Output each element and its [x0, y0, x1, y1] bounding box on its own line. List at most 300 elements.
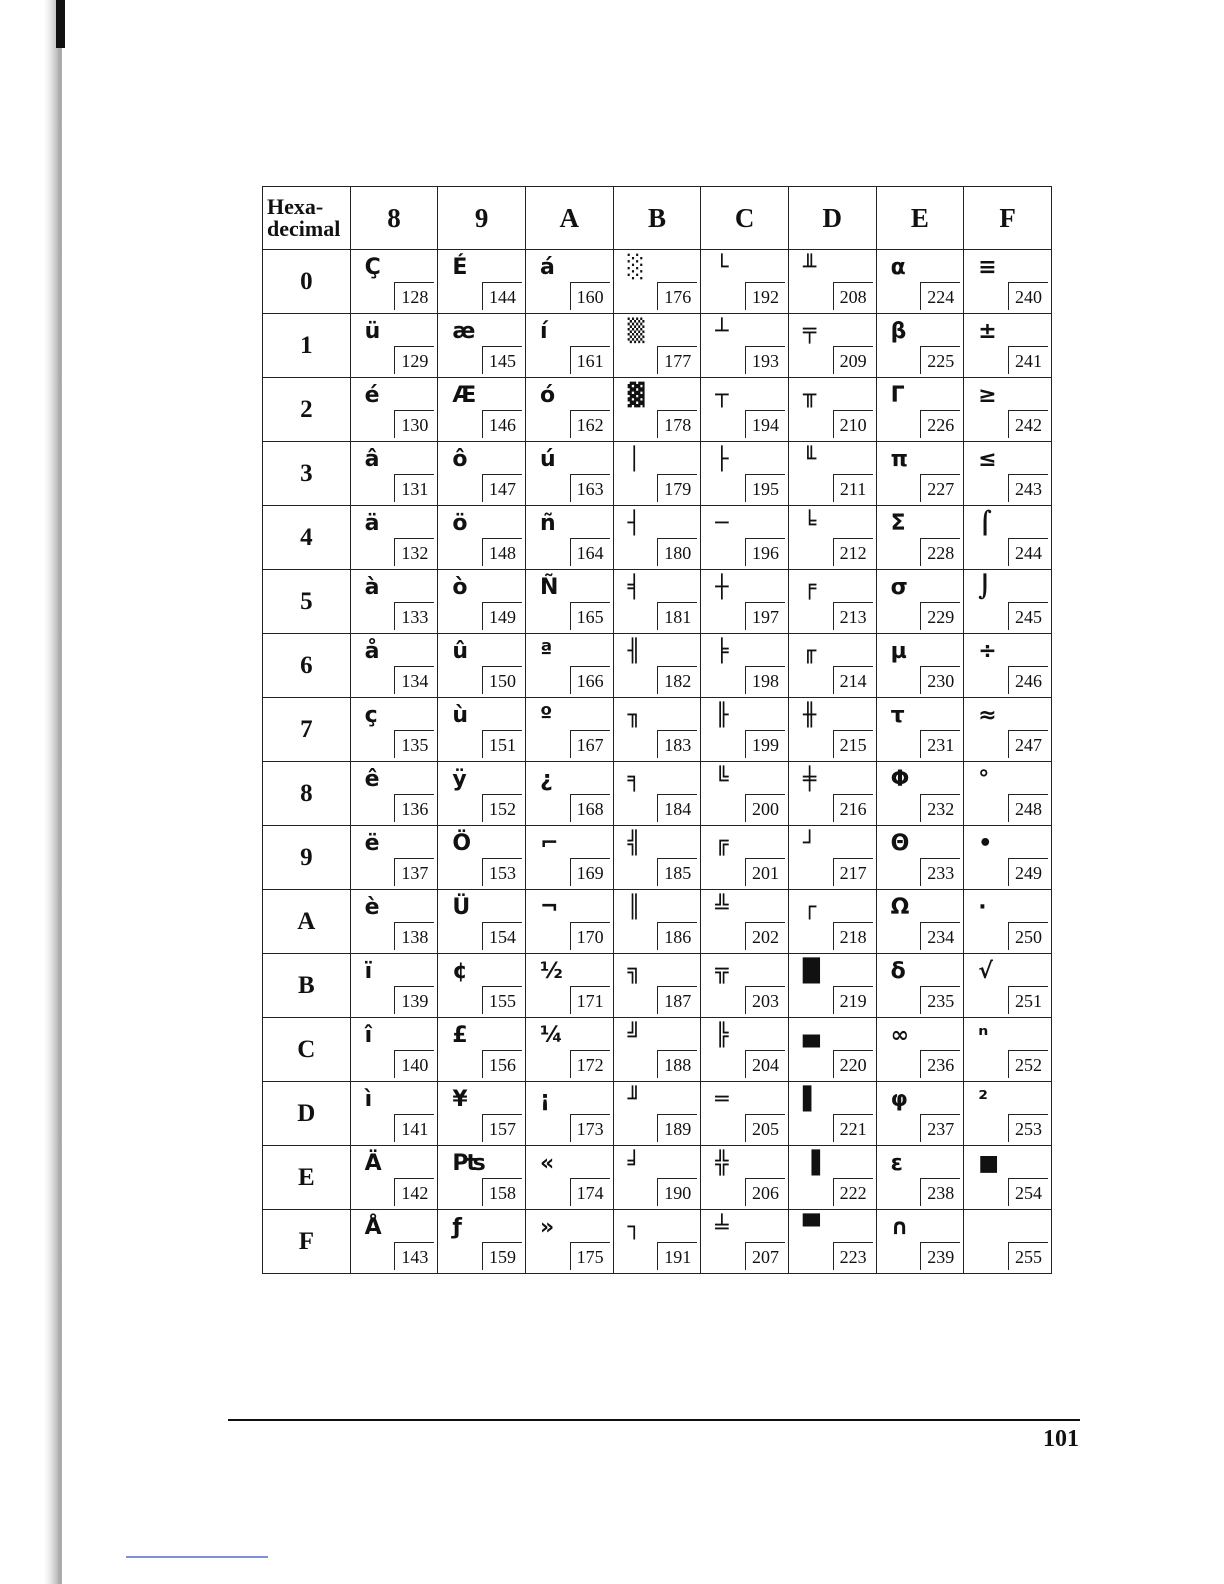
char-code: 218	[833, 922, 873, 950]
char-glyph: Φ	[890, 767, 910, 792]
char-code: 141	[394, 1114, 434, 1142]
char-cell	[876, 954, 964, 1018]
char-cell	[525, 698, 613, 762]
char-cell	[613, 1018, 701, 1082]
char-glyph: ┘	[802, 831, 817, 856]
char-glyph: ┴	[715, 319, 729, 344]
char-cell	[350, 1082, 438, 1146]
char-glyph: ù	[452, 703, 468, 728]
table-row	[263, 698, 1052, 762]
char-cell	[701, 890, 789, 954]
char-cell	[438, 762, 526, 826]
char-glyph: ║	[627, 895, 641, 920]
char-cell	[701, 826, 789, 890]
char-glyph: ╬	[715, 1151, 729, 1176]
table-row	[263, 1018, 1052, 1082]
char-code: 225	[920, 346, 960, 374]
char-glyph: ü	[364, 319, 381, 344]
char-glyph: ▄	[802, 1023, 820, 1048]
char-glyph: Ö	[452, 831, 472, 856]
char-code: 156	[482, 1050, 522, 1078]
char-code: 250	[1008, 922, 1048, 950]
char-code: 162	[570, 410, 610, 438]
char-code: 228	[920, 538, 960, 566]
table-row	[263, 890, 1052, 954]
char-cell	[438, 1210, 526, 1274]
char-code: 219	[833, 986, 873, 1014]
char-code: 246	[1008, 666, 1048, 694]
char-glyph: É	[452, 255, 468, 280]
char-cell	[438, 634, 526, 698]
char-code: 224	[920, 282, 960, 310]
char-code: 207	[745, 1242, 785, 1270]
char-glyph: ╤	[802, 319, 817, 344]
char-code: 169	[570, 858, 610, 886]
char-code: 195	[745, 474, 785, 502]
char-cell	[788, 1146, 876, 1210]
char-cell	[701, 1210, 789, 1274]
char-cell	[876, 506, 964, 570]
char-glyph: µ	[890, 639, 907, 664]
char-code: 227	[920, 474, 960, 502]
char-cell	[613, 250, 701, 314]
char-code: 131	[394, 474, 434, 502]
char-code: 248	[1008, 794, 1048, 822]
row-header: A	[263, 890, 351, 954]
char-code: 252	[1008, 1050, 1048, 1078]
table-row	[263, 1082, 1052, 1146]
char-cell	[876, 762, 964, 826]
column-header: C	[701, 187, 789, 250]
char-glyph: ╒	[802, 575, 817, 600]
char-glyph: ╓	[802, 639, 817, 664]
char-glyph: ½	[539, 959, 563, 984]
char-cell	[964, 826, 1052, 890]
char-cell	[438, 826, 526, 890]
char-cell	[525, 1210, 613, 1274]
char-code: 146	[482, 410, 522, 438]
char-code: 128	[394, 282, 434, 310]
char-glyph: δ	[890, 959, 906, 984]
char-code: 129	[394, 346, 434, 374]
char-code: 222	[833, 1178, 873, 1206]
char-cell	[613, 698, 701, 762]
char-code: 171	[570, 986, 610, 1014]
char-code: 157	[482, 1114, 522, 1142]
char-cell	[613, 506, 701, 570]
char-glyph: •	[978, 831, 993, 856]
char-glyph: β	[890, 319, 907, 344]
char-glyph: ƒ	[452, 1215, 462, 1240]
char-code: 215	[833, 730, 873, 758]
char-code: 163	[570, 474, 610, 502]
char-glyph: æ	[452, 319, 476, 344]
char-code: 173	[570, 1114, 610, 1142]
char-cell	[788, 890, 876, 954]
column-header: B	[613, 187, 701, 250]
char-code: 199	[745, 730, 785, 758]
char-cell	[876, 570, 964, 634]
char-cell	[438, 1082, 526, 1146]
char-cell	[350, 1210, 438, 1274]
char-glyph: ┤	[627, 511, 641, 536]
char-code: 134	[394, 666, 434, 694]
char-code: 150	[482, 666, 522, 694]
char-code: 145	[482, 346, 522, 374]
row-header: 1	[263, 314, 351, 378]
char-cell	[350, 314, 438, 378]
char-cell	[613, 890, 701, 954]
row-header: 2	[263, 378, 351, 442]
char-code: 226	[920, 410, 960, 438]
char-glyph: ¡	[539, 1087, 551, 1112]
char-code: 213	[833, 602, 873, 630]
char-code: 142	[394, 1178, 434, 1206]
char-glyph: ≤	[978, 447, 997, 472]
char-cell	[438, 890, 526, 954]
table-row	[263, 826, 1052, 890]
char-cell	[525, 250, 613, 314]
char-glyph: ▐	[802, 1151, 820, 1176]
char-cell	[438, 314, 526, 378]
scan-artifact-line	[126, 1556, 268, 1558]
char-cell	[964, 634, 1052, 698]
char-cell	[876, 890, 964, 954]
char-cell	[964, 890, 1052, 954]
char-glyph: ö	[452, 511, 468, 536]
row-header: 4	[263, 506, 351, 570]
char-glyph: ∞	[890, 1023, 909, 1048]
char-cell	[964, 954, 1052, 1018]
char-cell	[613, 1146, 701, 1210]
char-code: 185	[657, 858, 697, 886]
char-glyph: ┐	[627, 1215, 641, 1240]
char-cell	[788, 442, 876, 506]
char-glyph: ⁿ	[978, 1023, 989, 1048]
char-cell	[350, 890, 438, 954]
char-code: 184	[657, 794, 697, 822]
char-cell	[701, 1082, 789, 1146]
char-glyph: â	[364, 447, 380, 472]
char-glyph: ┼	[715, 575, 729, 600]
row-header: 7	[263, 698, 351, 762]
char-cell	[788, 378, 876, 442]
char-glyph: ó	[539, 383, 556, 408]
char-glyph: ╜	[627, 1087, 641, 1112]
char-code: 143	[394, 1242, 434, 1270]
char-glyph: ⌡	[978, 575, 992, 600]
char-cell	[701, 314, 789, 378]
char-glyph: Θ	[890, 831, 910, 856]
char-glyph: ╠	[715, 1023, 729, 1048]
table-row	[263, 506, 1052, 570]
char-code: 147	[482, 474, 522, 502]
char-cell	[876, 1082, 964, 1146]
char-code: 232	[920, 794, 960, 822]
char-glyph: ▓	[627, 383, 645, 408]
char-code: 223	[833, 1242, 873, 1270]
char-cell	[525, 890, 613, 954]
char-cell	[613, 1082, 701, 1146]
char-code: 170	[570, 922, 610, 950]
char-cell	[438, 1018, 526, 1082]
char-code: 154	[482, 922, 522, 950]
char-glyph: ñ	[539, 511, 556, 536]
char-glyph: ▀	[802, 1215, 820, 1240]
char-glyph: ╝	[627, 1023, 641, 1048]
char-cell	[525, 954, 613, 1018]
char-code: 181	[657, 602, 697, 630]
char-cell	[701, 506, 789, 570]
table-row	[263, 762, 1052, 826]
char-cell	[613, 826, 701, 890]
char-cell	[438, 442, 526, 506]
char-glyph: ░	[627, 255, 645, 280]
row-header: 5	[263, 570, 351, 634]
char-cell	[876, 1210, 964, 1274]
char-cell	[876, 826, 964, 890]
column-header: F	[964, 187, 1052, 250]
char-glyph: σ	[890, 575, 908, 600]
char-cell	[876, 378, 964, 442]
char-cell	[788, 826, 876, 890]
char-glyph: ╦	[715, 959, 729, 984]
char-glyph: ╫	[802, 703, 817, 728]
char-cell	[788, 954, 876, 1018]
char-code: 174	[570, 1178, 610, 1206]
char-cell	[613, 634, 701, 698]
row-header: 8	[263, 762, 351, 826]
char-glyph: α	[890, 255, 906, 280]
char-cell	[438, 1146, 526, 1210]
char-code: 249	[1008, 858, 1048, 886]
char-code: 196	[745, 538, 785, 566]
row-header: E	[263, 1146, 351, 1210]
char-glyph: ─	[715, 511, 729, 536]
char-code: 238	[920, 1178, 960, 1206]
char-code: 137	[394, 858, 434, 886]
char-cell	[964, 762, 1052, 826]
char-code: 244	[1008, 538, 1048, 566]
char-glyph: ÷	[978, 639, 997, 664]
char-cell	[701, 1018, 789, 1082]
char-code: 191	[657, 1242, 697, 1270]
char-code: 197	[745, 602, 785, 630]
char-cell	[876, 698, 964, 762]
char-glyph: ╙	[802, 447, 817, 472]
char-cell	[350, 1146, 438, 1210]
char-glyph: è	[364, 895, 380, 920]
char-code: 188	[657, 1050, 697, 1078]
row-header: F	[263, 1210, 351, 1274]
char-glyph: ╧	[715, 1215, 729, 1240]
char-glyph: ⌐	[539, 831, 559, 856]
char-glyph: ¥	[452, 1087, 468, 1112]
char-glyph: Æ	[452, 383, 477, 408]
char-code: 253	[1008, 1114, 1048, 1142]
char-glyph: ä	[364, 511, 380, 536]
char-glyph: å	[364, 639, 380, 664]
char-cell	[788, 314, 876, 378]
char-glyph: Ñ	[539, 575, 559, 600]
char-cell	[788, 1082, 876, 1146]
table-row	[263, 250, 1052, 314]
char-cell	[350, 698, 438, 762]
char-code: 212	[833, 538, 873, 566]
char-code: 216	[833, 794, 873, 822]
char-code: 189	[657, 1114, 697, 1142]
char-cell	[438, 506, 526, 570]
char-code: 214	[833, 666, 873, 694]
char-cell	[350, 506, 438, 570]
column-header: 8	[350, 187, 438, 250]
char-glyph: ├	[715, 447, 729, 472]
char-cell	[701, 570, 789, 634]
char-cell	[525, 1018, 613, 1082]
char-glyph: Ü	[452, 895, 471, 920]
char-code: 204	[745, 1050, 785, 1078]
table-row	[263, 634, 1052, 698]
char-code: 200	[745, 794, 785, 822]
char-glyph: ì	[364, 1087, 373, 1112]
table-row	[263, 314, 1052, 378]
char-code: 233	[920, 858, 960, 886]
char-cell	[438, 570, 526, 634]
char-code: 153	[482, 858, 522, 886]
char-code: 198	[745, 666, 785, 694]
char-glyph: Å	[364, 1215, 382, 1240]
table-row	[263, 570, 1052, 634]
scan-binding-mark	[56, 0, 65, 48]
char-cell	[525, 314, 613, 378]
char-glyph: ╞	[715, 639, 729, 664]
char-glyph: à	[364, 575, 380, 600]
char-glyph: ¬	[539, 895, 559, 920]
char-code: 231	[920, 730, 960, 758]
char-cell	[788, 1018, 876, 1082]
char-glyph: ╖	[627, 703, 641, 728]
char-cell	[701, 954, 789, 1018]
char-code: 220	[833, 1050, 873, 1078]
char-code: 132	[394, 538, 434, 566]
char-code: 201	[745, 858, 785, 886]
char-glyph: ═	[715, 1087, 729, 1112]
row-header: C	[263, 1018, 351, 1082]
char-glyph: √	[978, 959, 993, 984]
char-code: 255	[1008, 1242, 1048, 1270]
char-cell	[788, 570, 876, 634]
char-code: 205	[745, 1114, 785, 1142]
char-glyph: ╨	[802, 255, 817, 280]
scan-binding-shadow	[0, 0, 62, 1584]
char-code: 152	[482, 794, 522, 822]
char-cell	[964, 1146, 1052, 1210]
char-cell	[350, 1018, 438, 1082]
char-glyph: ¿	[539, 767, 553, 792]
char-code: 178	[657, 410, 697, 438]
char-glyph: ï	[364, 959, 373, 984]
char-glyph: Γ	[890, 383, 905, 408]
char-code: 175	[570, 1242, 610, 1270]
char-code: 241	[1008, 346, 1048, 374]
char-code: 206	[745, 1178, 785, 1206]
char-cell	[525, 378, 613, 442]
char-glyph: ╣	[627, 831, 641, 856]
char-glyph: ╪	[802, 767, 817, 792]
char-glyph: ≈	[978, 703, 997, 728]
char-code: 177	[657, 346, 697, 374]
char-glyph: ²	[978, 1087, 988, 1112]
row-header: B	[263, 954, 351, 1018]
char-glyph: ╗	[627, 959, 641, 984]
char-cell	[438, 698, 526, 762]
char-code: 149	[482, 602, 522, 630]
char-cell	[525, 506, 613, 570]
char-code: 180	[657, 538, 697, 566]
char-cell	[438, 378, 526, 442]
char-glyph: ò	[452, 575, 468, 600]
char-glyph: ε	[890, 1151, 903, 1176]
char-cell	[964, 1018, 1052, 1082]
table-row	[263, 954, 1052, 1018]
char-code: 254	[1008, 1178, 1048, 1206]
char-glyph: á	[539, 255, 555, 280]
char-glyph: ₧	[452, 1151, 486, 1176]
table-row	[263, 442, 1052, 506]
char-glyph: ¢	[452, 959, 468, 984]
char-code: 161	[570, 346, 610, 374]
char-code: 229	[920, 602, 960, 630]
character-code-table	[262, 186, 1052, 1274]
char-glyph: ∩	[890, 1215, 909, 1240]
char-cell	[964, 442, 1052, 506]
char-cell	[438, 954, 526, 1018]
char-glyph: ±	[978, 319, 997, 344]
char-cell	[350, 954, 438, 1018]
char-code: 136	[394, 794, 434, 822]
char-cell	[788, 762, 876, 826]
char-cell	[438, 250, 526, 314]
char-glyph: ú	[539, 447, 556, 472]
char-code: 139	[394, 986, 434, 1014]
char-code: 148	[482, 538, 522, 566]
char-cell	[613, 314, 701, 378]
char-glyph: º	[539, 703, 553, 728]
corner-label-1: Hexa-	[267, 194, 324, 219]
char-code: 211	[833, 474, 873, 502]
char-cell	[613, 954, 701, 1018]
char-code: 166	[570, 666, 610, 694]
char-code: 239	[920, 1242, 960, 1270]
char-cell	[613, 378, 701, 442]
row-header: 0	[263, 250, 351, 314]
char-glyph: φ	[890, 1087, 908, 1112]
char-glyph: ■	[978, 1151, 1000, 1176]
char-glyph: ╚	[715, 767, 729, 792]
char-code: 221	[833, 1114, 873, 1142]
char-cell	[350, 634, 438, 698]
column-header: 9	[438, 187, 526, 250]
char-glyph: £	[452, 1023, 468, 1048]
char-cell	[613, 442, 701, 506]
char-code: 217	[833, 858, 873, 886]
char-cell	[701, 762, 789, 826]
char-code: 182	[657, 666, 697, 694]
corner-header	[263, 187, 351, 250]
char-code: 243	[1008, 474, 1048, 502]
char-glyph: π	[890, 447, 908, 472]
char-code: 160	[570, 282, 610, 310]
